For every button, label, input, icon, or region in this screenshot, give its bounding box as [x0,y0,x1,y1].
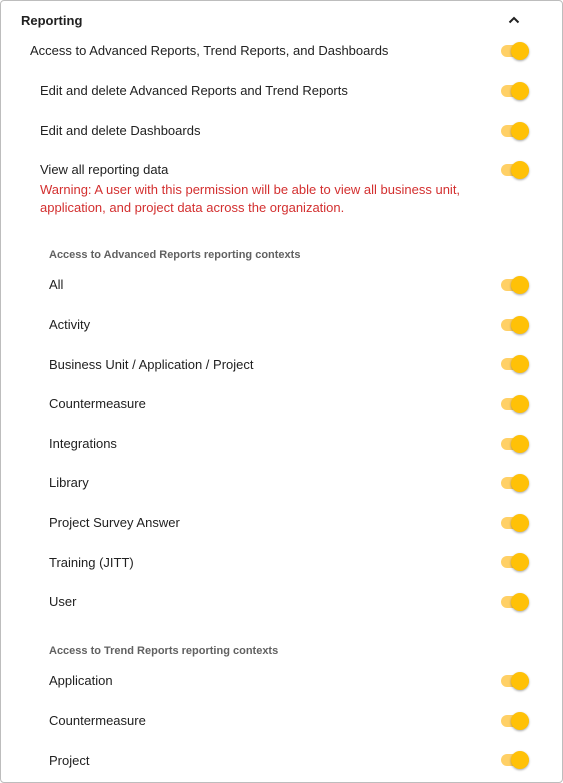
section-title: Reporting [21,13,83,28]
context-label-library: Library [49,475,89,490]
toggle-context-user[interactable] [500,592,532,612]
permission-label-edit-reports: Edit and delete Advanced Reports and Trend Reports [40,83,348,98]
toggle-context-business-unit[interactable] [500,354,532,374]
trend-label-countermeasure: Countermeasure [49,713,146,728]
context-label-all: All [49,277,64,292]
context-label-business-unit: Business Unit / Application / Project [49,357,254,372]
toggle-thumb [511,751,529,769]
chevron-up-icon[interactable] [506,12,522,28]
trend-label-application: Application [49,673,113,688]
toggle-thumb [511,712,529,730]
reporting-section-header[interactable] [1,1,562,41]
context-label-countermeasure: Countermeasure [49,396,146,411]
toggle-thumb [511,82,529,100]
toggle-context-survey-answer[interactable] [500,513,532,533]
toggle-thumb [511,276,529,294]
toggle-edit-dashboards[interactable] [500,121,532,141]
view-all-warning: Warning: A user with this permission will be able to view all business unit, application, and project data across the organization. [40,182,461,215]
trend-label-project: Project [49,753,90,768]
toggle-view-all[interactable] [500,160,532,180]
toggle-edit-reports[interactable] [500,81,532,101]
context-label-user: User [49,594,77,609]
toggle-trend-project[interactable] [500,750,532,770]
context-label-training: Training (JITT) [49,555,134,570]
toggle-thumb [511,316,529,334]
toggle-thumb [511,435,529,453]
toggle-thumb [511,672,529,690]
context-label-integrations: Integrations [49,436,117,451]
toggle-thumb [511,474,529,492]
toggle-context-integrations[interactable] [500,434,532,454]
permission-label-access-reports: Access to Advanced Reports, Trend Reports, and Dashboards [30,43,389,58]
trend-contexts-title: Access to Trend Reports reporting contexts [49,645,279,657]
toggle-thumb [511,395,529,413]
toggle-access-reports[interactable] [500,41,532,61]
toggle-thumb [511,553,529,571]
advanced-contexts-title: Access to Advanced Reports reporting contexts [49,249,301,261]
permission-label-edit-dashboards: Edit and delete Dashboards [40,123,201,138]
toggle-context-activity[interactable] [500,315,532,335]
context-label-activity: Activity [49,317,91,332]
toggle-thumb [511,161,529,179]
toggle-context-all[interactable] [500,275,532,295]
toggle-thumb [511,355,529,373]
toggle-trend-countermeasure[interactable] [500,711,532,731]
toggle-context-library[interactable] [500,473,532,493]
toggle-thumb [511,42,529,60]
toggle-thumb [511,514,529,532]
toggle-thumb [511,122,529,140]
context-label-survey-answer: Project Survey Answer [49,515,180,530]
permission-label-view-all: View all reporting data [40,162,169,177]
toggle-thumb [511,593,529,611]
toggle-context-countermeasure[interactable] [500,394,532,414]
toggle-trend-application[interactable] [500,671,532,691]
toggle-context-training[interactable] [500,552,532,572]
